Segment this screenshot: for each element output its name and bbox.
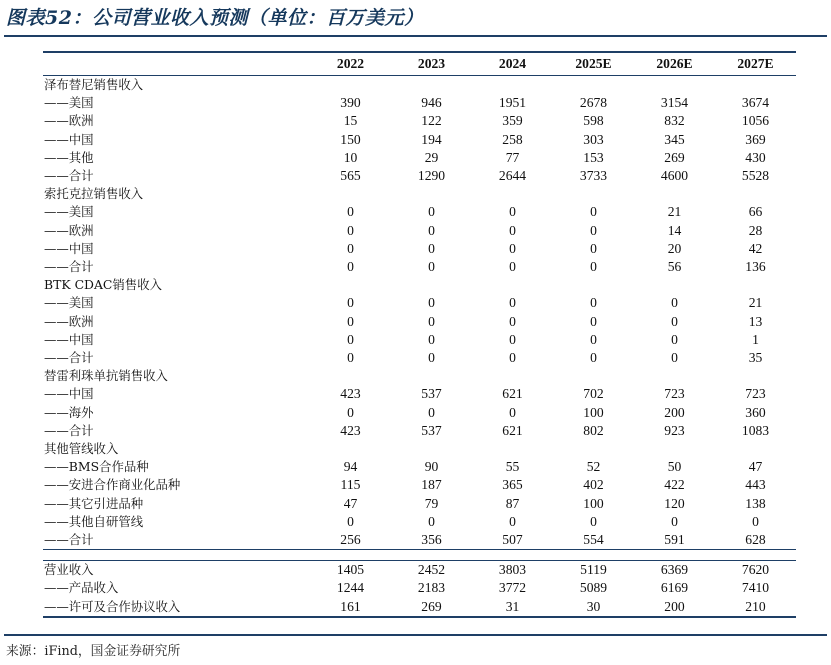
value-cell: 0 — [509, 350, 516, 366]
value-cell: 77 — [505, 149, 520, 165]
value-cell: 0 — [671, 513, 678, 529]
value-cell: 66 — [748, 204, 763, 220]
row-label: ——安进合作商业化品种 — [44, 477, 181, 493]
value-cell: 0 — [509, 331, 516, 347]
value-cell — [553, 185, 634, 203]
value-cell: 723 — [664, 386, 685, 402]
revenue-forecast-table — [43, 51, 796, 618]
table-header-row — [43, 53, 796, 76]
row-label: 替雷利珠单抗销售收入 — [44, 368, 168, 384]
table-row — [43, 579, 796, 597]
value-cell — [553, 440, 634, 458]
value-cell: 258 — [502, 131, 523, 147]
header-year-cell: 2025E — [553, 53, 634, 76]
value-cell: 423 — [340, 422, 361, 438]
value-cell: 79 — [424, 495, 439, 511]
value-cell: 100 — [583, 495, 604, 511]
value-cell: 537 — [421, 386, 442, 402]
table-row — [43, 131, 796, 149]
value-cell — [715, 367, 796, 385]
spacer-row — [43, 550, 796, 561]
value-cell — [472, 76, 553, 95]
value-cell — [391, 76, 472, 95]
value-cell: 0 — [671, 295, 678, 311]
header-year-cell: 2024 — [472, 53, 553, 76]
value-cell: 7620 — [741, 562, 770, 578]
table-row — [43, 422, 796, 440]
header-year-cell: 2026E — [634, 53, 715, 76]
value-cell: 0 — [347, 331, 354, 347]
value-cell: 0 — [590, 259, 597, 275]
value-cell: 356 — [391, 531, 472, 550]
row-label: ——BMS合作品种 — [44, 459, 149, 475]
value-cell: 0 — [428, 404, 435, 420]
header-year-cell: 2023 — [391, 53, 472, 76]
value-cell: 0 — [428, 295, 435, 311]
value-cell: 1405 — [336, 562, 365, 578]
row-label: 泽布替尼销售收入 — [44, 77, 144, 92]
table-row — [43, 598, 796, 616]
section-header-row — [43, 185, 796, 203]
value-cell: 0 — [671, 331, 678, 347]
header-year-cell: 2027E — [715, 53, 796, 76]
value-cell: 29 — [424, 149, 439, 165]
table-row — [43, 458, 796, 476]
value-cell: 1951 — [498, 95, 527, 111]
value-cell: 56 — [667, 259, 682, 275]
value-cell — [634, 276, 715, 294]
value-cell: 598 — [583, 113, 604, 129]
value-cell: 422 — [664, 477, 685, 493]
value-cell: 423 — [340, 386, 361, 402]
value-cell: 0 — [752, 513, 759, 529]
table-row — [43, 313, 796, 331]
value-cell: 5089 — [579, 580, 608, 596]
value-cell: 28 — [748, 222, 763, 238]
value-cell: 269 — [421, 598, 442, 614]
value-cell — [634, 185, 715, 203]
value-cell: 1083 — [741, 422, 770, 438]
source-note: 来源：iFind，国金证券研究所 — [6, 644, 181, 659]
value-cell: 0 — [509, 295, 516, 311]
value-cell: 5119 — [580, 562, 607, 578]
value-cell: 10 — [343, 149, 358, 165]
value-cell: 832 — [664, 113, 685, 129]
row-label: ——合计 — [44, 350, 94, 366]
row-label: ——欧洲 — [44, 113, 94, 129]
value-cell: 0 — [590, 204, 597, 220]
value-cell — [715, 276, 796, 294]
row-label: ——中国 — [44, 240, 94, 256]
value-cell: 150 — [340, 131, 361, 147]
value-cell — [553, 550, 634, 561]
row-label: ——欧洲 — [44, 313, 94, 329]
value-cell — [634, 76, 715, 95]
row-label: ——许可及合作协议收入 — [44, 598, 181, 614]
value-cell: 7410 — [741, 580, 770, 596]
row-label: ——其他自研管线 — [44, 513, 144, 529]
value-cell: 3803 — [498, 562, 527, 578]
table-row — [43, 531, 796, 550]
value-cell: 0 — [428, 204, 435, 220]
value-cell: 200 — [664, 404, 685, 420]
table-row — [43, 294, 796, 312]
value-cell: 0 — [347, 513, 354, 529]
value-cell: 0 — [590, 513, 597, 529]
value-cell: 443 — [745, 477, 766, 493]
value-cell — [310, 550, 391, 561]
table-row — [43, 331, 796, 349]
row-label: ——中国 — [44, 331, 94, 347]
value-cell: 0 — [347, 222, 354, 238]
value-cell — [391, 367, 472, 385]
value-cell: 2678 — [579, 95, 608, 111]
row-label: ——合计 — [43, 531, 310, 550]
value-cell: 120 — [664, 495, 685, 511]
table-row — [43, 476, 796, 494]
row-label: ——欧洲 — [44, 222, 94, 238]
value-cell — [310, 440, 391, 458]
row-label — [43, 550, 310, 561]
value-cell: 35 — [748, 350, 763, 366]
value-cell: 360 — [745, 404, 766, 420]
value-cell: 0 — [428, 313, 435, 329]
table-row — [43, 513, 796, 531]
value-cell: 100 — [583, 404, 604, 420]
value-cell: 210 — [745, 598, 766, 614]
value-cell — [634, 440, 715, 458]
value-cell: 430 — [745, 149, 766, 165]
value-cell: 0 — [347, 204, 354, 220]
value-cell: 946 — [421, 95, 442, 111]
value-cell — [472, 276, 553, 294]
header-label-cell — [43, 53, 310, 76]
value-cell: 0 — [347, 240, 354, 256]
value-cell: 591 — [634, 531, 715, 550]
value-cell: 359 — [502, 113, 523, 129]
value-cell — [715, 76, 796, 95]
value-cell — [472, 185, 553, 203]
table-row — [43, 94, 796, 112]
table-row — [43, 112, 796, 130]
row-label: ——海外 — [44, 404, 94, 420]
value-cell: 13 — [748, 313, 763, 329]
value-cell — [715, 550, 796, 561]
section-header-row — [43, 440, 796, 458]
row-label: ——其它引进品种 — [44, 495, 144, 511]
value-cell — [634, 550, 715, 561]
value-cell: 0 — [509, 404, 516, 420]
value-cell: 0 — [347, 404, 354, 420]
row-label: ——其他 — [44, 149, 94, 165]
value-cell: 2644 — [498, 168, 527, 184]
section-header-row — [43, 367, 796, 385]
row-label: 索托克拉销售收入 — [44, 186, 144, 202]
value-cell: 6169 — [660, 580, 689, 596]
row-label: ——美国 — [44, 295, 94, 311]
value-cell — [310, 367, 391, 385]
value-cell: 200 — [664, 598, 685, 614]
header-year-cell: 2022 — [310, 53, 391, 76]
value-cell: 21 — [748, 295, 763, 311]
value-cell: 0 — [590, 350, 597, 366]
value-cell — [310, 185, 391, 203]
value-cell: 0 — [428, 331, 435, 347]
value-cell — [472, 367, 553, 385]
value-cell: 802 — [583, 422, 604, 438]
value-cell: 90 — [424, 459, 439, 475]
value-cell: 1290 — [417, 168, 446, 184]
value-cell: 0 — [428, 513, 435, 529]
value-cell: 390 — [340, 95, 361, 111]
row-label: ——中国 — [44, 131, 94, 147]
value-cell: 55 — [505, 459, 520, 475]
value-cell: 187 — [421, 477, 442, 493]
value-cell: 702 — [583, 386, 604, 402]
table-row — [43, 404, 796, 422]
value-cell: 0 — [347, 313, 354, 329]
value-cell: 30 — [586, 598, 601, 614]
value-cell: 0 — [347, 295, 354, 311]
value-cell: 565 — [340, 168, 361, 184]
value-cell: 923 — [664, 422, 685, 438]
title-divider — [4, 35, 827, 37]
row-label: 营业收入 — [44, 562, 94, 578]
value-cell — [553, 367, 634, 385]
value-cell: 0 — [509, 204, 516, 220]
value-cell: 5528 — [741, 168, 770, 184]
value-cell: 0 — [671, 313, 678, 329]
row-label: 其他管线收入 — [44, 441, 119, 457]
value-cell: 0 — [590, 240, 597, 256]
value-cell: 621 — [502, 422, 523, 438]
value-cell: 0 — [671, 350, 678, 366]
value-cell: 94 — [343, 459, 358, 475]
value-cell — [553, 76, 634, 95]
value-cell: 0 — [509, 222, 516, 238]
value-cell: 138 — [745, 495, 766, 511]
value-cell: 0 — [590, 222, 597, 238]
table-bottom-rule — [43, 616, 796, 618]
value-cell: 0 — [590, 331, 597, 347]
value-cell: 0 — [509, 513, 516, 529]
table-row — [43, 258, 796, 276]
value-cell: 0 — [347, 259, 354, 275]
value-cell — [715, 185, 796, 203]
table-row — [43, 222, 796, 240]
table-row — [43, 203, 796, 221]
row-label: ——中国 — [44, 386, 94, 402]
value-cell — [715, 440, 796, 458]
value-cell — [472, 440, 553, 458]
value-cell — [553, 276, 634, 294]
table-row — [43, 495, 796, 513]
value-cell: 0 — [428, 240, 435, 256]
value-cell: 345 — [664, 131, 685, 147]
value-cell: 136 — [745, 259, 766, 275]
value-cell: 31 — [505, 598, 520, 614]
table-row — [43, 240, 796, 258]
value-cell — [634, 367, 715, 385]
value-cell: 115 — [340, 477, 361, 493]
value-cell: 507 — [472, 531, 553, 550]
value-cell: 6369 — [660, 562, 689, 578]
value-cell: 723 — [745, 386, 766, 402]
value-cell: 50 — [667, 459, 682, 475]
value-cell — [391, 276, 472, 294]
value-cell: 369 — [745, 131, 766, 147]
value-cell: 0 — [428, 222, 435, 238]
value-cell: 0 — [509, 313, 516, 329]
table-row — [43, 561, 796, 580]
figure-title: 图表52：公司营业收入预测（单位：百万美元） — [6, 7, 424, 29]
row-label: ——美国 — [44, 95, 94, 111]
value-cell — [391, 185, 472, 203]
section-header-row — [43, 76, 796, 95]
source-divider — [4, 634, 827, 636]
value-cell — [391, 440, 472, 458]
value-cell — [472, 550, 553, 561]
row-label: ——合计 — [44, 259, 94, 275]
value-cell: 21 — [667, 204, 682, 220]
value-cell: 15 — [343, 113, 358, 129]
value-cell: 554 — [553, 531, 634, 550]
value-cell: 1 — [752, 331, 759, 347]
value-cell: 153 — [583, 149, 604, 165]
value-cell — [310, 276, 391, 294]
value-cell: 52 — [586, 459, 601, 475]
value-cell: 161 — [340, 598, 361, 614]
value-cell: 2183 — [417, 580, 446, 596]
value-cell: 87 — [505, 495, 520, 511]
row-label: BTK CDAC销售收入 — [44, 277, 162, 293]
value-cell: 0 — [509, 259, 516, 275]
value-cell: 3154 — [660, 95, 689, 111]
value-cell: 402 — [583, 477, 604, 493]
value-cell: 3772 — [498, 580, 527, 596]
value-cell: 42 — [748, 240, 763, 256]
value-cell: 0 — [347, 350, 354, 366]
value-cell: 256 — [310, 531, 391, 550]
value-cell: 2452 — [417, 562, 446, 578]
value-cell: 122 — [421, 113, 442, 129]
value-cell: 47 — [343, 495, 358, 511]
value-cell: 4600 — [660, 168, 689, 184]
value-cell: 3674 — [741, 95, 770, 111]
value-cell: 194 — [421, 131, 442, 147]
value-cell: 365 — [502, 477, 523, 493]
table-row — [43, 167, 796, 185]
section-header-row — [43, 276, 796, 294]
row-label: ——合计 — [44, 422, 94, 438]
value-cell: 0 — [590, 295, 597, 311]
table-row — [43, 149, 796, 167]
value-cell: 3733 — [579, 168, 608, 184]
value-cell: 0 — [428, 259, 435, 275]
value-cell: 303 — [583, 131, 604, 147]
value-cell — [391, 550, 472, 561]
value-cell: 0 — [590, 313, 597, 329]
value-cell: 20 — [667, 240, 682, 256]
value-cell: 0 — [509, 240, 516, 256]
row-label: ——合计 — [44, 168, 94, 184]
table-row — [43, 385, 796, 403]
value-cell: 0 — [428, 350, 435, 366]
value-cell: 621 — [502, 386, 523, 402]
row-label: ——产品收入 — [44, 580, 119, 596]
value-cell — [310, 76, 391, 95]
value-cell: 1244 — [336, 580, 365, 596]
value-cell: 537 — [421, 422, 442, 438]
value-cell: 14 — [667, 222, 682, 238]
value-cell: 628 — [715, 531, 796, 550]
row-label: ——美国 — [44, 204, 94, 220]
value-cell: 269 — [664, 149, 685, 165]
table-row — [43, 349, 796, 367]
value-cell: 1056 — [741, 113, 770, 129]
value-cell: 47 — [748, 459, 763, 475]
